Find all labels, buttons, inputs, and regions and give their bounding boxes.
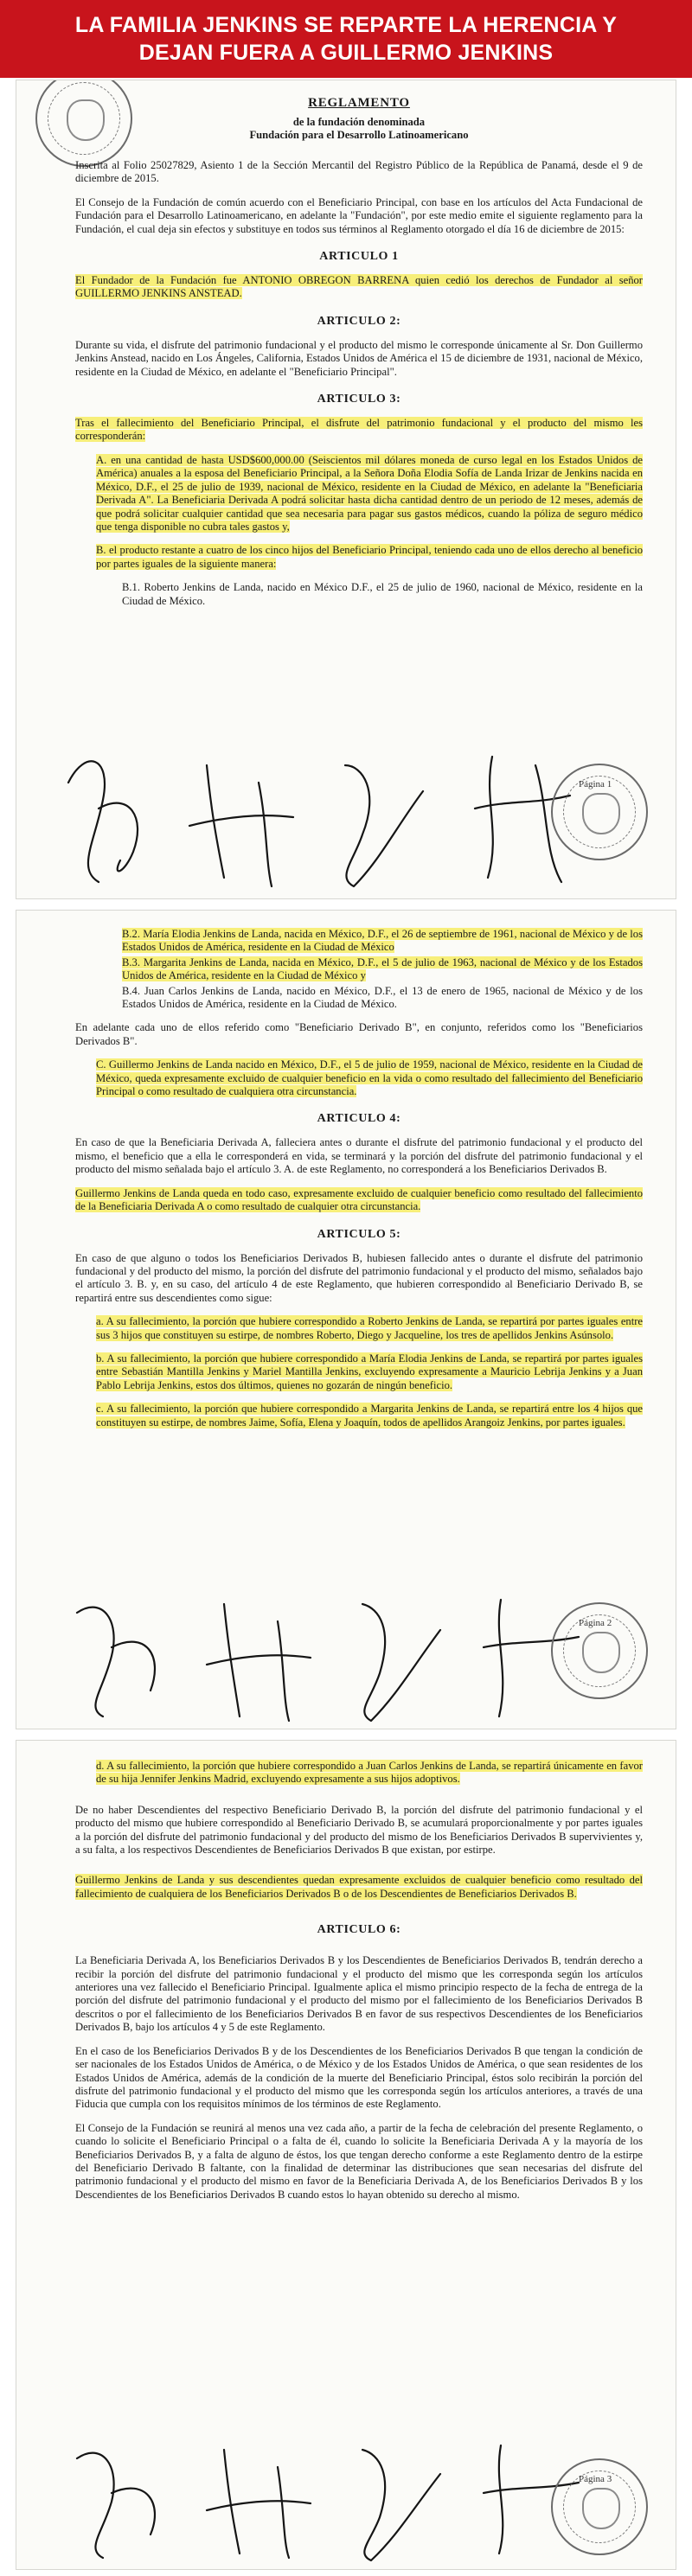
article-3-clause-b: B. el producto restante a cuatro de los cinco hijos del Beneficiario Principal, teniendo cada uno de ellos derecho al beneficio por partes iguales de la siguiente manera: — [96, 544, 643, 570]
page-3-content — [75, 1749, 643, 2202]
article-2-text: Durante su vida, el disfrute del patrimonio fundacional y el producto del mismo le corresponde únicamente al Sr. Don Guillermo Jenkins Anstead, nacido en Los Ángeles, California, Estados Unidos de América el 15 de diciembre de 1931, nacional de México, residente en la Ciudad de México, en adelante el "Beneficiario Principal". — [75, 338, 643, 378]
page-1-content — [75, 80, 643, 608]
article-5-clause-c: c. A su fallecimiento, la porción que hubiere correspondido a Margarita Jenkins de Landa, se repartirá entre los 4 hijos que constituyen su estirpe, de nombres Jaime, Sofía, Elena y Joaquín, todos de apellidos Arangoiz Jenkins, por partes iguales. — [96, 1403, 643, 1429]
headline-line-1: LA FAMILIA JENKINS SE REPARTE LA HERENCIA Y — [74, 13, 618, 37]
article-3-intro: Tras el fallecimiento del Beneficiario Principal, el disfrute del patrimonio fundacional y el producto del mismo les corresponderán: — [75, 417, 643, 443]
article-3-clause-b2: B.2. María Elodia Jenkins de Landa, nacida en México, D.F., el 26 de septiembre de 1961, nacional de México y de los Estados Unidos de América, residente en la Ciudad de México — [122, 928, 643, 954]
registration-paragraph: Inscrita al Folio 25027829, Asiento 1 de la Sección Mercantil del Registro Público de la República de Panamá, desde el 9 de diciembre de 2015. — [75, 159, 643, 185]
document-title: REGLAMENTO — [308, 96, 410, 110]
no-descendants-paragraph: De no haber Descendientes del respectivo Beneficiario Derivado B, la porción del disfrute del patrimonio fundacional y el producto del mismo que hubiere correspondido al Beneficiario Derivado B, se acumulará proporcionalmente y por partes iguales a la porción del disfrute del patrimonio fundacional y del producto del mismo de los Beneficiarios Derivados B supervivientes y, a su falta, a los respectivos Descendientes de Beneficiarios Derivados B que existan, por estirpe. — [75, 1803, 643, 1857]
article-4-exclusion: Guillermo Jenkins de Landa queda en todo caso, expresamente excluido de cualquier beneficio como resultado del fallecimiento de la Beneficiaria Derivada A o como resultado de cualquier otra circunstancia. — [75, 1186, 643, 1213]
article-5-text: En caso de que alguno o todos los Beneficiarios Derivados B, hubiesen fallecido antes o durante el disfrute del patrimonio fundacional y del producto del mismo, la porción del disfrute del patrimonio fundacional y el producto del mismo, señalados bajo el artículo 3. B. y, en su caso, del artículo 4 de este Reglamento, que hubieren correspondido al Beneficiario Derivado B, se repartirá entre sus descendientes como sigue: — [75, 1251, 643, 1304]
article-5-clause-d: d. A su fallecimiento, la porción que hubiere correspondido a Juan Carlos Jenkins de Landa, se repartirá únicamente en favor de su hija Jennifer Jenkins Madrid, excluyendo expresamente a sus hijos adoptivos. — [96, 1760, 643, 1786]
article-6-paragraph-3: El Consejo de la Fundación se reunirá al menos una vez cada año, a partir de la fecha de celebración del presente Reglamento, o cuando lo solicite el Beneficiario Principal o a falta de él, cuando lo solicite la Beneficiaria Derivada A y la mayoría de los Beneficiarios Derivados B, y a falta de alguno de éstos, los que tengan derecho conforme a este Reglamento dentro de la estirpe del Beneficiario Derivado B faltante, con la finalidad de determinar las distribuciones que sean necesarias del disfrute del patrimonio fundacional y el producto del mismo en favor de la Beneficiaria Derivada A, de los Beneficiarios Derivados B y los Descendientes de los Beneficiarios Derivados B cuando estos lo hayan obtenido su derecho al mismo. — [75, 2121, 643, 2201]
document-page-3 — [16, 1740, 676, 2570]
article-5-clause-a: a. A su fallecimiento, la porción que hubiere correspondido a Roberto Jenkins de Landa, se repartirá por partes iguales entre sus 3 hijos que constituyen su estirpe, de nombres Roberto, Diego y Jacqueline, los tres de apellidos Jenkins Asúnsolo. — [96, 1315, 643, 1341]
article-3-clause-c: C. Guillermo Jenkins de Landa nacido en México, D.F., el 5 de julio de 1959, nacional de México, residente en la Ciudad de México, queda expresamente excluido de cualquier beneficio en la vida o como resultado del fallecimiento del Beneficiario Principal o como resultado de cualquiera otra circunstancia. — [96, 1058, 643, 1098]
article-2-heading: ARTICULO 2: — [317, 314, 401, 328]
notary-seal-icon — [551, 764, 648, 860]
article-3-clause-a: A. en una cantidad de hasta USD$600,000.00 (Seiscientos mil dólares moneda de curso legal en los Estados Unidos de América) anuales a la esposa del Beneficiario Principal, a la Señora Doña Elodia Sofía de Landa Irizar de Jenkins nacida en México, D.F., el 25 de julio de 1939, nacional de México, residente en la Ciudad de México, en adelante la "Beneficiaria Derivada A". La Beneficiaria Derivada A podrá solicitar hasta dicha cantidad dentro de un periodo de 12 meses, además de que podrá solicitar cualquier cantidad que sea necesaria para pagar sus gastos médicos, cuando la póliza de seguro médico que tenga disponible no cubra tales gastos y, — [96, 453, 643, 533]
notary-seal-icon — [551, 2458, 648, 2555]
guillermo-exclusion-paragraph: Guillermo Jenkins de Landa y sus descendientes quedan expresamente excluidos de cualquier beneficio como resultado del fallecimiento de cualquiera de los Beneficiarios Derivados B o de los Descendientes de Beneficiarios Derivados B. — [75, 1874, 643, 1900]
page-number: Página 2 — [579, 1618, 612, 1628]
headline-line-2: DEJAN FUERA A GUILLERMO JENKINS — [138, 41, 554, 65]
article-5-clause-b: b. A su fallecimiento, la porción que hubiere correspondido a María Elodia Jenkins de Landa, se repartirá por partes iguales entre Sebastián Mantilla Jenkins y Mariel Mantilla Jenkins, excluyendo expresamente a Mauricio Lebrija Jenkins y a Juan Pablo Lebrija Jenkins, estos dos últimos, quienes no gozarán de ningún beneficio. — [96, 1352, 643, 1391]
document-subtitle: de la fundación denominada — [292, 116, 426, 128]
article-4-text: En caso de que la Beneficiaria Derivada A, falleciera antes o durante el disfrute del patrimonio fundacional y el producto del mismo, el beneficio que a ella le corresponderá en vida, se terminará y la porción del disfrute del patrimonio fundacional y el producto del mismo señalada bajo el artículo 3. A. de este Reglamento, no corresponderá a los Beneficiarios Derivados B. — [75, 1136, 643, 1176]
article-1-heading: ARTICULO 1 — [319, 250, 399, 264]
article-1-text: El Fundador de la Fundación fue ANTONIO OBREGON BARRENA quien cedió los derechos de Fundador al señor GUILLERMO JENKINS ANSTEAD. — [75, 274, 643, 300]
notary-seal-icon — [551, 1602, 648, 1699]
headline-banner — [0, 0, 692, 78]
page-number: Página 1 — [579, 779, 612, 789]
article-3-heading: ARTICULO 3: — [317, 393, 401, 406]
article-3-clause-b3: B.3. Margarita Jenkins de Landa, nacida en México, D.F., el 5 de julio de 1963, nacional de México y de los Estados Unidos de América, residente en la Ciudad de México y — [122, 956, 643, 982]
document-page-1 — [16, 80, 676, 899]
foundation-name: Fundación para el Desarrollo Latinoamericano — [249, 129, 469, 141]
derived-beneficiaries-definition: En adelante cada uno de ellos referido como "Beneficiario Derivado B", en conjunto, referidos como los "Beneficiarios Derivados B". — [75, 1021, 643, 1047]
page-number: Página 3 — [579, 2474, 612, 2484]
article-6-heading: ARTICULO 6: — [317, 1923, 401, 1937]
council-paragraph: El Consejo de la Fundación de común acuerdo con el Beneficiario Principal, con base en los artículos del Acta Fundacional de Fundación para el Desarrollo Latinoamericano, en adelante la "Fundación", por este medio emite el siguiente reglamento para la Fundación, el cual deja sin efectos y substituye en todos sus términos al Reglamento otorgado el día 16 de diciembre de 2015: — [75, 195, 643, 235]
page-2-content — [75, 917, 643, 1429]
article-6-paragraph-2: En el caso de los Beneficiarios Derivados B y de los Descendientes de los Beneficiarios Derivados B que tengan la condición de ser nacionales de los Estados Unidos de América, o de México y de los Estados Unidos de América, o que sean residentes de los Estados Unidos de América, además de la condición de la muerte del Beneficiario Principal, éstos solo recibirán la porción del disfrute del patrimonio fundacional y el producto del mismo que les corresponda según los artículos anteriores, a través de una Fiducia que cumpla con los requisitos mínimos de los términos de este Reglamento. — [75, 2044, 643, 2111]
signatures-icon — [51, 2424, 639, 2566]
document-page-2 — [16, 910, 676, 1729]
article-5-heading: ARTICULO 5: — [317, 1227, 401, 1241]
article-3-clause-b4: B.4. Juan Carlos Jenkins de Landa, nacido en México, D.F., el 13 de enero de 1965, nacional de México y de los Estados Unidos de América, residente en la Ciudad de México. — [122, 984, 643, 1011]
article-4-heading: ARTICULO 4: — [317, 1112, 401, 1126]
article-6-paragraph-1: La Beneficiaria Derivada A, los Beneficiarios Derivados B y los Descendientes de Beneficiarios Derivados B, tendrán derecho a recibir la porción del disfrute del patrimonio fundacional y el producto del mismo que les corresponda según los artículos anteriores una vez fallecido el Beneficiario Principal. Igualmente aplica el mismo principio respecto de la fecha de entrega de la porción del disfrute del patrimonio fundacional y el producto del mismo por el fallecimiento de los Beneficiarios Derivados B descritos o por el fallecimiento de los Beneficiarios Derivados B en favor de sus respectivos Descendientes de los Beneficiarios Derivados B, bajo los artículos 4 y 5 de este Reglamento. — [75, 1954, 643, 2034]
article-3-clause-b1: B.1. Roberto Jenkins de Landa, nacido en México D.F., el 25 de julio de 1960, nacional de México, residente en la Ciudad de México. — [122, 581, 643, 607]
